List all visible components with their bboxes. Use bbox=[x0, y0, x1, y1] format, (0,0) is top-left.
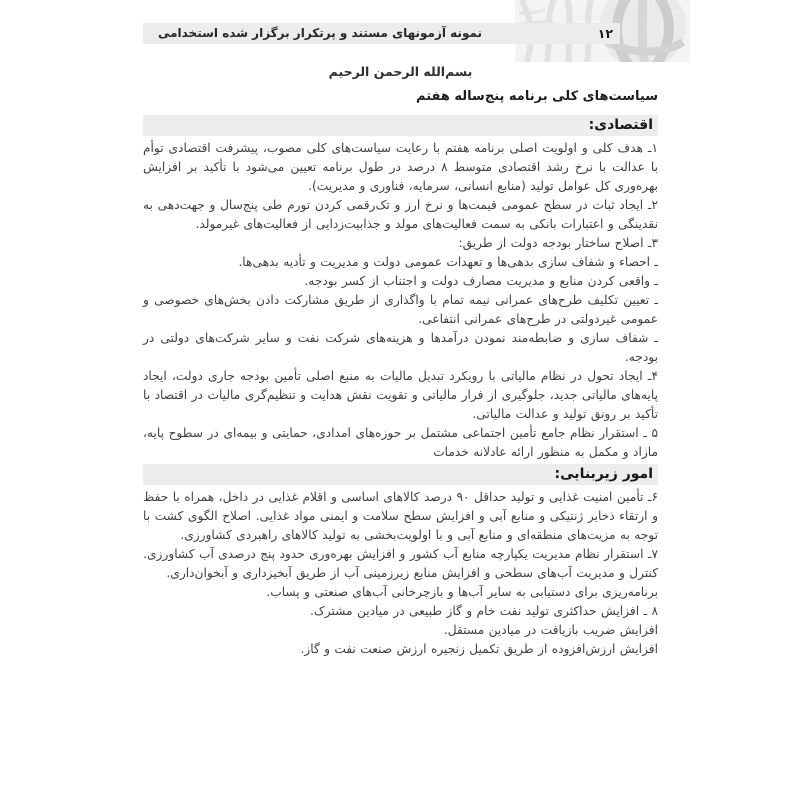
paragraph: ـ تعیین تکلیف طرح‌های عمرانی نیمه تمام با واگذاری از طریق مشارکت دادن بخش‌های خصوصی و عمومی غیردولتی در طرح‌های عمرانی انتفاعی. bbox=[143, 293, 658, 326]
section-heading: امور زیربنایی: bbox=[143, 464, 658, 485]
section-heading: اقتصادی: bbox=[143, 115, 658, 136]
basmala-line: بسم‌الله الرحمن الرحیم bbox=[328, 64, 473, 79]
paragraph: ۴ـ ایجاد تحول در نظام مالیاتی با رویکرد تبدیل مالیات به منبع اصلی تأمین بودجه جاری دولت، ایجاد پایه‌های مالیاتی جدید، جلوگیری از فرار مالیاتی و تقویت نقش هدایت و تنظیم‌گری مالیات در اقتصاد با تأکید بر رونق تولید و عدالت مالیاتی. bbox=[143, 369, 658, 421]
paragraph: ۷ـ استقرار نظام مدیریت یکپارچه منابع آب کشور و افزایش بهره‌وری حدود پنج درصدی آب کشاورزی. bbox=[143, 547, 658, 561]
paragraph: ۲ـ ایجاد ثبات در سطح عمومی قیمت‌ها و نرخ ارز و تک‌رقمی کردن تورم طی پنج‌سال و جهت‌دهی به نقدینگی و اعتبارات بانکی به سمت فعالیت‌های مولد و جذابیت‌زدایی از فعالیت‌های غیرمولد. bbox=[143, 198, 658, 231]
document-body bbox=[143, 113, 658, 659]
paragraph: ـ شفاف سازی و ضابطه‌مند نمودن درآمدها و هزینه‌های شرکت نفت و سایر شرکت‌های دولتی در بودجه. bbox=[143, 331, 658, 364]
paragraph: ۱ـ هدف کلی و اولویت اصلی برنامه هفتم با رعایت سیاست‌های کلی مصوب، پیشرفت اقتصادی توأم با عدالت با نرخ رشد اقتصادی متوسط ۸ درصد در طول برنامه تعیین می‌شود با تأکید بر افزایش بهره‌وری کل عوامل تولید (منابع انسانی، سرمایه، فناوری و مدیریت). bbox=[143, 141, 659, 193]
paragraph: ۳ـ اصلاح ساختار بودجه دولت از طریق: bbox=[458, 236, 658, 250]
paragraph: ـ احصاء و شفاف سازی بدهی‌ها و تعهدات عمومی دولت و مدیریت و تأدیه بدهی‌ها. bbox=[238, 255, 658, 269]
paragraph: افزایش ارزش‌افزوده از طریق تکمیل زنجیره ارزش صنعت نفت و گاز. bbox=[300, 642, 658, 656]
running-head-title: نمونه آزمونهای مستند و پرتکرار برگزار شده استخدامی bbox=[157, 26, 483, 40]
paragraph: ـ واقعی کردن منابع و مدیریت مصارف دولت و اجتناب از کسر بودجه. bbox=[304, 274, 658, 288]
paragraph: افزایش ضریب بازیافت در میادین مستقل. bbox=[443, 623, 658, 637]
page-number: ۱۲ bbox=[597, 26, 613, 41]
paragraph: ۶ـ تأمین امنیت غذایی و تولید حداقل ۹۰ درصد کالاهای اساسی و اقلام غذایی در داخل، همراه با حفظ و ارتقاء ذخایر ژنتیکی و منابع آبی و افزایش سطح سلامت و ایمنی مواد غذایی. اصلاح الگوی کشت با توجه به مزیت‌های منطقه‌ای و منابع آبی و با اولویت‌بخشی به تولید کالاهای راهبردی کشاورزی. bbox=[143, 490, 658, 542]
paragraph: برنامه‌ریزی برای دستیابی به سایر آب‌ها و بازچرخانی آب‌های صنعتی و پساب. bbox=[266, 585, 658, 599]
paragraph: کنترل و مدیریت آب‌های سطحی و افزایش منابع زیرزمینی آب از طریق آبخیزداری و آبخوان‌داری. bbox=[166, 566, 658, 580]
page-header bbox=[143, 23, 620, 44]
document-title: سیاست‌های کلی برنامه پنج‌ساله هفتم bbox=[416, 89, 658, 104]
paragraph: ۸ ـ افزایش حداکثری تولید نفت خام و گاز طبیعی در میادین مشترک. bbox=[309, 604, 658, 618]
paragraph: ۵ ـ استقرار نظام جامع تأمین اجتماعی مشتمل بر حوزه‌های امدادی، حمایتی و بیمه‌ای در سطوح پایه، مازاد و مکمل به منظور ارائه عادلانه خدمات bbox=[143, 426, 658, 459]
